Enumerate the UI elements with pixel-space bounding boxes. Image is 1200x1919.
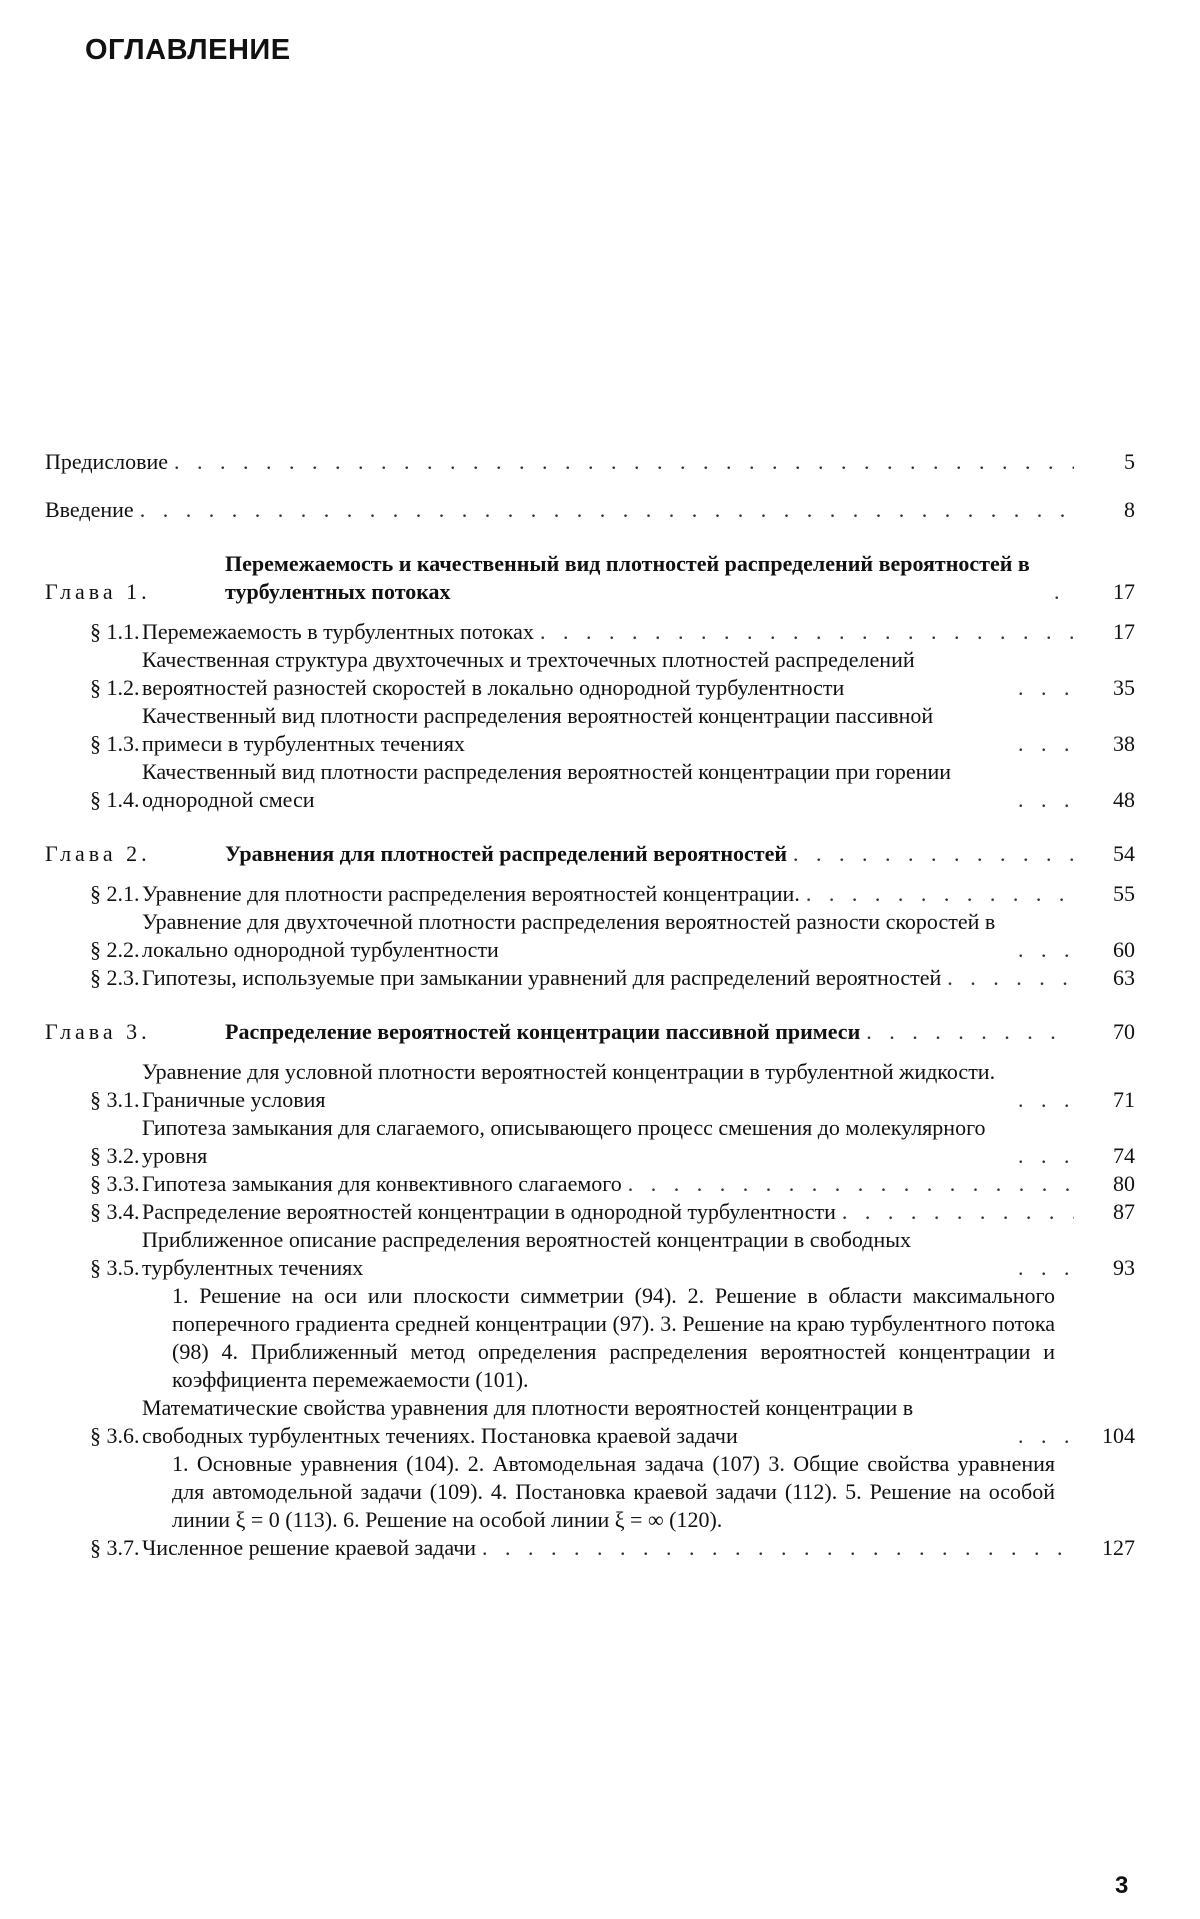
toc-section-label: § 2.3.: [90, 965, 140, 990]
leader-dots: [1018, 786, 1074, 814]
toc-page-number: 70: [1113, 1019, 1135, 1044]
leader-dots: [482, 1534, 1074, 1562]
toc-section-2-3[interactable]: [45, 964, 1135, 992]
toc-section-3-5[interactable]: [45, 1226, 1135, 1282]
toc-section-label: § 3.2.: [90, 1143, 140, 1168]
leader-dots: [1054, 578, 1074, 606]
table-of-contents: [45, 448, 1135, 1562]
toc-page-number: 48: [1113, 787, 1135, 812]
leader-dots: [806, 880, 1074, 908]
toc-section-1-3[interactable]: [45, 702, 1135, 758]
toc-page-number: 5: [1124, 449, 1135, 474]
leader-dots: [947, 964, 1074, 992]
toc-entry-title: Качественная структура двухточечных и трехточечных плотностей распределений вероятностей разностей скоростей в локально однородной турбулентности: [142, 647, 915, 700]
toc-entry-title: Гипотеза замыкания для конвективного слагаемого: [142, 1171, 622, 1196]
toc-page-number: 60: [1113, 937, 1135, 962]
toc-section-3-7[interactable]: [45, 1534, 1135, 1562]
toc-page-number: 127: [1102, 1535, 1135, 1560]
toc-section-label: § 2.1.: [90, 881, 140, 906]
leader-dots: [140, 496, 1074, 524]
toc-section-1-1[interactable]: [45, 618, 1135, 646]
toc-entry-title: Математические свойства уравнения для плотности вероятностей концентрации в свободных турбулентных течениях. Постановка краевой задачи: [142, 1395, 914, 1448]
toc-section-label: § 3.6.: [90, 1423, 140, 1448]
toc-section-3-2[interactable]: [45, 1114, 1135, 1170]
toc-chapter-label: Глава 1.: [45, 579, 151, 604]
toc-section-3-6[interactable]: [45, 1394, 1135, 1450]
toc-page-number: 71: [1113, 1087, 1135, 1112]
leader-dots: [1018, 730, 1074, 758]
leader-dots: [1018, 936, 1074, 964]
toc-section-1-2[interactable]: [45, 646, 1135, 702]
toc-chapter-3[interactable]: [45, 1018, 1135, 1046]
leader-dots: [866, 1018, 1074, 1046]
toc-page-number: 93: [1113, 1255, 1135, 1280]
toc-entry-title: Численное решение краевой задачи: [142, 1535, 477, 1560]
toc-entry-title: Распределение вероятностей концентрации пассивной примеси: [225, 1019, 861, 1044]
toc-subsection-list-3-5: 1. Решение на оси или плоскости симметрии (94). 2. Решение в области максимального поперечного градиента средней концентрации (97). 3. Решение на краю турбулентного потока (98) 4. Приближенный метод определения распределения вероятностей концентрации и коэффициента перемежаемости (101).: [172, 1283, 1055, 1392]
page-number: 3: [1115, 1872, 1129, 1899]
toc-page-number: 17: [1113, 579, 1135, 604]
toc-page-number: 35: [1113, 675, 1135, 700]
leader-dots: [174, 448, 1074, 476]
toc-entry-title: Уравнение для плотности распределения вероятностей концентрации.: [142, 881, 800, 906]
toc-page-number: 55: [1113, 881, 1135, 906]
toc-entry-title: Уравнение для двухточечной плотности распределения вероятностей разности скоростей в локально однородной турбулентности: [142, 909, 996, 962]
toc-section-1-4[interactable]: [45, 758, 1135, 814]
leader-dots: [1018, 1142, 1074, 1170]
toc-chapter-1[interactable]: [45, 550, 1135, 606]
leader-dots: [540, 618, 1074, 646]
toc-section-3-3[interactable]: [45, 1170, 1135, 1198]
toc-page-number: 54: [1113, 841, 1135, 866]
toc-section-label: § 1.3.: [90, 731, 140, 756]
leader-dots: [1018, 1254, 1074, 1282]
toc-chapter-2[interactable]: [45, 840, 1135, 868]
toc-page-number: 104: [1102, 1423, 1135, 1448]
toc-entry-title: Гипотезы, используемые при замыкании уравнений для распределений вероятностей: [142, 965, 942, 990]
toc-page-number: 87: [1113, 1199, 1135, 1224]
leader-dots: [1018, 1086, 1074, 1114]
toc-entry-title: Введение: [45, 497, 134, 522]
toc-section-2-2[interactable]: [45, 908, 1135, 964]
toc-page-number: 80: [1113, 1171, 1135, 1196]
toc-entry-title: Предисловие: [45, 449, 168, 474]
toc-entry-introduction[interactable]: [45, 496, 1135, 524]
page-title: ОГЛАВЛЕНИЕ: [85, 34, 291, 66]
toc-section-label: § 3.3.: [90, 1171, 140, 1196]
leader-dots: [793, 840, 1074, 868]
toc-entry-title: Гипотеза замыкания для слагаемого, описывающего процесс смешения до молекулярного уровня: [142, 1115, 986, 1168]
leader-dots: [628, 1170, 1074, 1198]
toc-section-label: § 3.1.: [90, 1087, 140, 1112]
toc-entry-title: Перемежаемость в турбулентных потоках: [142, 619, 534, 644]
toc-subsection-list-3-6: 1. Основные уравнения (104). 2. Автомодельная задача (107) 3. Общие свойства уравнения для автомодельной задачи (109). 4. Постановка краевой задачи (112). 5. Решение на особой линии ξ = 0 (113). 6. Решение на особой линии ξ = ∞ (120).: [172, 1451, 1055, 1532]
toc-page-number: 38: [1113, 731, 1135, 756]
toc-section-label: § 3.4.: [90, 1199, 140, 1224]
toc-section-3-1[interactable]: [45, 1058, 1135, 1114]
toc-section-label: § 1.2.: [90, 675, 140, 700]
toc-section-label: § 1.1.: [90, 619, 140, 644]
toc-section-label: § 1.4.: [90, 787, 140, 812]
toc-section-label: § 2.2.: [90, 937, 140, 962]
leader-dots: [842, 1198, 1074, 1226]
toc-entry-title: Распределение вероятностей концентрации в однородной турбулентности: [142, 1199, 836, 1224]
toc-page-number: 8: [1124, 497, 1135, 522]
toc-entry-title: Качественный вид плотности распределения вероятностей концентрации при горении однородной смеси: [142, 759, 952, 812]
leader-dots: [1018, 1422, 1074, 1450]
toc-chapter-label: Глава 2.: [45, 841, 151, 866]
leader-dots: [1018, 674, 1074, 702]
toc-section-label: § 3.5.: [90, 1255, 140, 1280]
toc-entry-title: Уравнения для плотностей распределений вероятностей: [225, 841, 788, 866]
toc-section-2-1[interactable]: [45, 880, 1135, 908]
toc-entry-preface[interactable]: [45, 448, 1135, 476]
toc-section-label: § 3.7.: [90, 1535, 140, 1560]
toc-page-number: 63: [1113, 965, 1135, 990]
toc-section-3-4[interactable]: [45, 1198, 1135, 1226]
toc-entry-title: Уравнение для условной плотности вероятностей концентрации в турбулентной жидкости. Граничные условия: [142, 1059, 996, 1112]
toc-page-number: 74: [1113, 1143, 1135, 1168]
toc-entry-title: Приближенное описание распределения вероятностей концентрации в свободных турбулентных течениях: [142, 1227, 912, 1280]
toc-entry-title: Качественный вид плотности распределения вероятностей концентрации пассивной примеси в турбулентных течениях: [142, 703, 934, 756]
toc-entry-title: Перемежаемость и качественный вид плотностей распределений вероятностей в турбулентных потоках: [225, 551, 1030, 604]
toc-page-number: 17: [1113, 619, 1135, 644]
toc-chapter-label: Глава 3.: [45, 1019, 151, 1044]
